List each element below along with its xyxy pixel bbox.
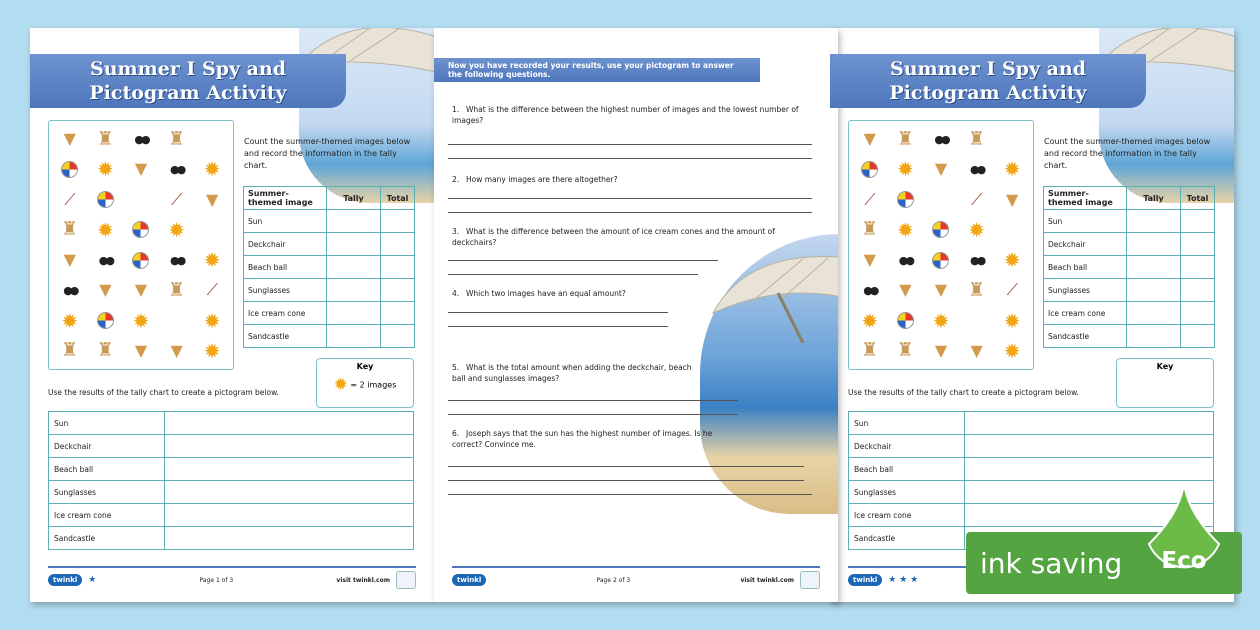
- chair-icon: ⟋: [206, 280, 218, 300]
- quality-badge-icon: [800, 571, 820, 589]
- glasses-icon: ●●: [934, 132, 948, 146]
- ball-icon: [97, 312, 114, 329]
- total-cell[interactable]: [1181, 325, 1215, 348]
- pictogram-label: Sandcastle: [49, 527, 165, 550]
- umbrella-icon: [708, 253, 838, 343]
- sun-icon: ✹: [61, 308, 79, 333]
- table-row: [49, 527, 414, 550]
- question-6: 6. Joseph says that the sun has the highest number of images. Is he correct? Convince me.: [452, 429, 713, 449]
- tally-cell[interactable]: [1127, 325, 1181, 348]
- table-row: [1044, 256, 1215, 279]
- castle-icon: ♜: [168, 127, 186, 150]
- page-footer: [452, 566, 820, 592]
- spacer: [124, 186, 158, 214]
- tally-label: Beach ball: [244, 256, 327, 279]
- pictogram-label: Beach ball: [849, 458, 965, 481]
- sun-icon: ✹: [203, 308, 221, 333]
- spacer: [995, 216, 1029, 244]
- sun-icon: ✹: [168, 217, 185, 242]
- ball-icon: [897, 312, 914, 329]
- castle-icon: ♜: [168, 278, 186, 301]
- total-cell[interactable]: [381, 256, 415, 279]
- sun-icon: ✹: [203, 248, 221, 273]
- castle-icon: ♜: [968, 278, 986, 301]
- sun-icon: ✹: [1003, 157, 1021, 182]
- table-row: [49, 504, 414, 527]
- sun-icon: ✹: [97, 157, 114, 182]
- table-row: [849, 458, 1214, 481]
- cone-icon: ▼: [134, 340, 148, 360]
- pictogram-cell[interactable]: [165, 412, 414, 435]
- answer-line[interactable]: [448, 198, 812, 199]
- ball-icon: [932, 221, 949, 238]
- pictogram-key[interactable]: [1116, 358, 1214, 408]
- title-line-1: Summer I Spy and: [889, 58, 1087, 80]
- table-row: [244, 210, 415, 233]
- answer-line[interactable]: [448, 326, 668, 327]
- total-cell[interactable]: [381, 210, 415, 233]
- ball-icon: [861, 161, 878, 178]
- eco-label: Eco: [1161, 548, 1207, 574]
- ink-saving-label: ink saving: [980, 546, 1123, 580]
- sun-icon: ✹: [1003, 248, 1021, 273]
- title-line-2: Pictogram Activity: [89, 82, 287, 104]
- total-cell[interactable]: [381, 279, 415, 302]
- i-spy-grid: [853, 125, 1029, 365]
- castle-icon: ♜: [96, 127, 114, 150]
- glasses-icon: ●●: [969, 162, 984, 176]
- page-title: [30, 54, 346, 108]
- total-cell[interactable]: [381, 302, 415, 325]
- twinkl-logo: twinkl: [48, 574, 82, 586]
- tally-header-image: Summer-themed image: [244, 187, 327, 210]
- cone-icon: ▼: [934, 340, 948, 360]
- page-number: Page 1 of 3: [199, 576, 234, 584]
- pictogram-label: Deckchair: [49, 435, 165, 458]
- sun-icon: ✹: [1003, 308, 1021, 333]
- tally-label: Sunglasses: [244, 279, 327, 302]
- tally-cell[interactable]: [327, 233, 381, 256]
- glasses-icon: ●●: [969, 253, 984, 267]
- quality-badge-icon: [396, 571, 416, 589]
- tally-header-total: Total: [381, 187, 415, 210]
- tally-label: Deckchair: [1044, 233, 1127, 256]
- total-cell[interactable]: [1181, 279, 1215, 302]
- question-2: 2. How many images are there altogether?: [452, 175, 618, 184]
- title-line-2: Pictogram Activity: [889, 82, 1087, 104]
- tally-label: Beach ball: [1044, 256, 1127, 279]
- page-title: [830, 54, 1146, 108]
- table-row: [49, 412, 414, 435]
- question-4: 4. Which two images have an equal amount?: [452, 289, 626, 298]
- sun-icon: ✹: [203, 157, 221, 182]
- cone-icon: ▼: [63, 129, 76, 149]
- chair-icon: ⟋: [170, 189, 183, 209]
- tally-label: Deckchair: [244, 233, 327, 256]
- tally-label: Sun: [1044, 210, 1127, 233]
- pictogram-label: Deckchair: [849, 435, 965, 458]
- answer-line[interactable]: [448, 312, 668, 313]
- cone-icon: ▼: [63, 250, 76, 270]
- sun-icon: ✹: [1003, 338, 1021, 363]
- glasses-icon: ●●: [898, 253, 912, 267]
- ball-icon: [132, 221, 149, 238]
- answer-line[interactable]: [448, 274, 698, 275]
- cone-icon: ▼: [934, 159, 948, 179]
- cone-icon: ▼: [1006, 189, 1019, 209]
- pictogram-instruction: Use the results of the tally chart to create a pictogram below.: [48, 388, 279, 397]
- answer-line[interactable]: [448, 480, 804, 481]
- table-row: [244, 233, 415, 256]
- tally-cell[interactable]: [1127, 233, 1181, 256]
- total-cell[interactable]: [381, 325, 415, 348]
- tally-label: Sunglasses: [1044, 279, 1127, 302]
- table-row: [244, 256, 415, 279]
- spacer: [995, 125, 1029, 153]
- answer-line[interactable]: [448, 212, 812, 213]
- tally-cell[interactable]: [1127, 279, 1181, 302]
- table-row: [849, 412, 1214, 435]
- question-5: 5. What is the total amount when adding the deckchair, beach ball and sunglasses images?: [452, 363, 692, 383]
- tally-cell[interactable]: [1127, 210, 1181, 233]
- pictogram-instruction: Use the results of the tally chart to create a pictogram below.: [848, 388, 1079, 397]
- total-cell[interactable]: [381, 233, 415, 256]
- cone-icon: ▼: [206, 189, 219, 209]
- pictogram-table: [48, 411, 414, 550]
- spacer: [195, 125, 229, 153]
- tally-cell[interactable]: [1127, 302, 1181, 325]
- table-row: [1044, 233, 1215, 256]
- tally-label: Ice cream cone: [244, 302, 327, 325]
- pictogram-label: Sun: [849, 412, 965, 435]
- tally-cell[interactable]: [327, 325, 381, 348]
- spacer: [195, 216, 229, 244]
- pictogram-cell[interactable]: [165, 435, 414, 458]
- question-1: 1. What is the difference between the highest number of images and the lowest number of images?: [452, 105, 799, 125]
- table-row: [49, 481, 414, 504]
- table-row: [244, 302, 415, 325]
- spacer: [960, 307, 994, 335]
- table-row: [244, 279, 415, 302]
- tally-label: Sandcastle: [244, 325, 327, 348]
- answer-line[interactable]: [448, 466, 804, 467]
- pictogram-label: Ice cream cone: [49, 504, 165, 527]
- tally-label: Ice cream cone: [1044, 302, 1127, 325]
- key-title: Key: [1156, 362, 1174, 371]
- tally-cell[interactable]: [1127, 256, 1181, 279]
- sun-icon: ✹: [333, 375, 348, 395]
- pictogram-label: Sandcastle: [849, 527, 965, 550]
- tally-cell[interactable]: [327, 256, 381, 279]
- answer-line[interactable]: [448, 260, 718, 261]
- cone-icon: ▼: [934, 280, 948, 300]
- glasses-icon: ●●: [134, 132, 148, 146]
- ball-icon: [61, 161, 78, 178]
- pictogram-cell[interactable]: [165, 527, 414, 550]
- castle-icon: ♜: [861, 339, 879, 362]
- spacer: [160, 307, 194, 335]
- twinkl-logo: twinkl: [848, 574, 882, 586]
- tally-header-total: Total: [1181, 187, 1215, 210]
- pictogram-cell[interactable]: [165, 458, 414, 481]
- glasses-icon: ●●: [98, 253, 112, 267]
- sun-icon: ✹: [932, 308, 950, 333]
- answer-line[interactable]: [448, 158, 812, 159]
- instructions-text: Count the summer-themed images below and record the information in the tally chart.: [244, 137, 411, 170]
- tally-cell[interactable]: [327, 279, 381, 302]
- castle-icon: ♜: [61, 339, 79, 362]
- tally-cell[interactable]: [327, 302, 381, 325]
- i-spy-grid: [53, 125, 229, 365]
- cone-icon: ▼: [863, 250, 876, 270]
- sun-icon: ✹: [897, 157, 914, 182]
- questions-banner: Now you have recorded your results, use your pictogram to answer the following questions.: [434, 58, 760, 82]
- table-row: [244, 325, 415, 348]
- tally-header-tally: Tally: [327, 187, 381, 210]
- tally-label: Sandcastle: [1044, 325, 1127, 348]
- castle-icon: ♜: [96, 339, 114, 362]
- twinkl-logo: twinkl: [452, 574, 486, 586]
- i-spy-panel: [848, 120, 1034, 370]
- total-cell[interactable]: [1181, 210, 1215, 233]
- cone-icon: ▼: [134, 159, 148, 179]
- tally-label: Sun: [244, 210, 327, 233]
- cone-icon: ▼: [863, 129, 876, 149]
- table-row: [1044, 210, 1215, 233]
- table-row: [1044, 279, 1215, 302]
- instructions-text: Count the summer-themed images below and record the information in the tally chart.: [1044, 137, 1211, 170]
- answer-line[interactable]: [448, 400, 738, 401]
- cone-icon: ▼: [899, 280, 912, 300]
- sun-icon: ✹: [132, 308, 150, 333]
- table-row: [49, 435, 414, 458]
- table-row: [1044, 325, 1215, 348]
- cone-icon: ▼: [134, 280, 148, 300]
- key-value: = 2 images: [350, 380, 397, 390]
- sun-icon: ✹: [203, 338, 221, 363]
- tally-chart: [243, 186, 415, 348]
- pictogram-cell[interactable]: [165, 481, 414, 504]
- chair-icon: ⟋: [864, 189, 876, 209]
- title-line-1: Summer I Spy and: [89, 58, 287, 80]
- castle-icon: ♜: [968, 127, 986, 150]
- sun-icon: ✹: [897, 217, 914, 242]
- eco-drop-icon: [1141, 482, 1227, 594]
- cone-icon: ▼: [99, 280, 112, 300]
- key-title: Key: [356, 362, 374, 371]
- glasses-icon: ●●: [863, 283, 877, 297]
- spacer: [924, 186, 958, 214]
- total-cell[interactable]: [1181, 256, 1215, 279]
- tally-header-image: Summer-themed image: [1044, 187, 1127, 210]
- glasses-icon: ●●: [169, 253, 184, 267]
- page-footer: [48, 566, 416, 592]
- page-number: Page 2 of 3: [596, 576, 631, 584]
- sun-icon: ✹: [968, 217, 985, 242]
- pictogram-cell[interactable]: [165, 504, 414, 527]
- ball-icon: [932, 252, 949, 269]
- castle-icon: ♜: [896, 339, 914, 362]
- question-3: 3. What is the difference between the amount of ice cream cones and the amount of deckchairs?: [452, 227, 775, 247]
- visit-link[interactable]: visit twinkl.com: [740, 576, 794, 584]
- tally-cell[interactable]: [327, 210, 381, 233]
- pictogram-label: Sun: [49, 412, 165, 435]
- chair-icon: ⟋: [970, 189, 983, 209]
- worksheet-page-1: [30, 28, 434, 602]
- castle-icon: ♜: [896, 127, 914, 150]
- castle-icon: ♜: [61, 218, 79, 241]
- chair-icon: ⟋: [64, 189, 76, 209]
- table-row: [849, 435, 1214, 458]
- difficulty-stars: ★ ★ ★: [888, 575, 919, 585]
- pictogram-label: Ice cream cone: [849, 504, 965, 527]
- ball-icon: [132, 252, 149, 269]
- i-spy-panel: [48, 120, 234, 370]
- worksheet-page-2: [434, 28, 838, 602]
- chair-icon: ⟋: [1006, 280, 1018, 300]
- answer-line[interactable]: [448, 414, 738, 415]
- pictogram-key: [316, 358, 414, 408]
- castle-icon: ♜: [861, 218, 879, 241]
- cone-icon: ▼: [970, 340, 983, 360]
- table-row: [1044, 302, 1215, 325]
- pictogram-cell[interactable]: [965, 435, 1214, 458]
- answer-line[interactable]: [448, 144, 812, 145]
- glasses-icon: ●●: [169, 162, 184, 176]
- answer-line[interactable]: [448, 494, 812, 495]
- tally-chart: [1043, 186, 1215, 348]
- total-cell[interactable]: [1181, 302, 1215, 325]
- pictogram-label: Beach ball: [49, 458, 165, 481]
- table-row: [49, 458, 414, 481]
- sun-icon: ✹: [97, 217, 114, 242]
- pictogram-cell[interactable]: [965, 412, 1214, 435]
- sun-icon: ✹: [861, 308, 879, 333]
- tally-header-tally: Tally: [1127, 187, 1181, 210]
- total-cell[interactable]: [1181, 233, 1215, 256]
- visit-link[interactable]: visit twinkl.com: [336, 576, 390, 584]
- difficulty-stars: ★: [88, 575, 97, 585]
- cone-icon: ▼: [170, 340, 183, 360]
- ball-icon: [97, 191, 114, 208]
- pictogram-label: Sunglasses: [849, 481, 965, 504]
- pictogram-label: Sunglasses: [49, 481, 165, 504]
- ball-icon: [897, 191, 914, 208]
- pictogram-cell[interactable]: [965, 458, 1214, 481]
- glasses-icon: ●●: [63, 283, 77, 297]
